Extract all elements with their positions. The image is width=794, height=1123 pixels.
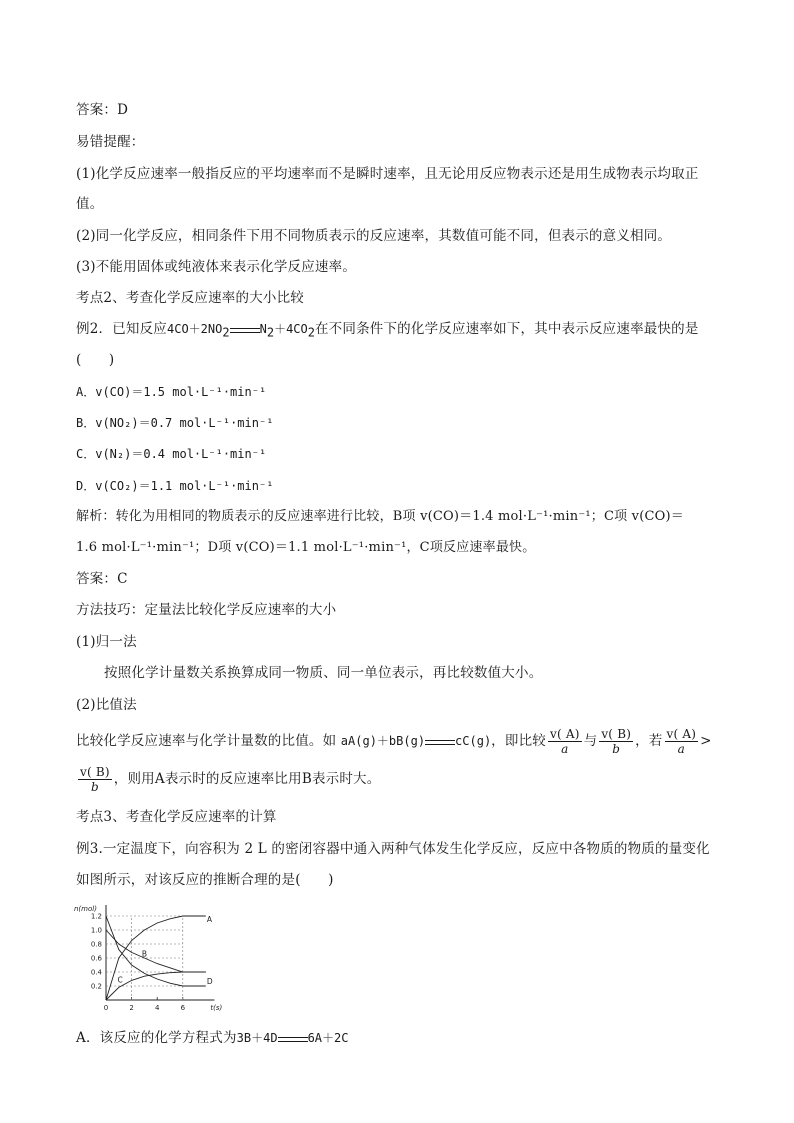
series-label-D: D <box>206 977 213 986</box>
method-1-text: 按照化学计量数关系换算成同一物质、同一单位表示，再比较数值大小。 <box>104 665 543 681</box>
tip-3: (3)不能用固体或纯液体来表示化学反应速率。 <box>76 259 357 275</box>
tip-1-line-2: 值。 <box>76 196 104 212</box>
method-2-title: (2)比值法 <box>76 697 137 713</box>
method-title: 方法技巧：定量法比较化学反应速率的大小 <box>76 602 337 618</box>
series-label-B: B <box>141 949 147 959</box>
section-title-kp2: 考点2、考查化学反应速率的大小比较 <box>76 290 304 306</box>
x-tick-label: 0 <box>103 1004 109 1012</box>
mole-time-chart <box>72 902 232 1014</box>
option-c-species: v(N₂) <box>95 447 132 461</box>
x-tick-label: 2 <box>129 1004 134 1012</box>
ex2-prefix: 例2．已知反应 <box>76 321 167 337</box>
ex2-analysis-line-1: 解析：转化为用相同的物质表示的反应速率进行比较，B项 v(CO)＝1.4 mol·L⁻¹·min⁻¹；C项 v(CO)＝ <box>76 509 684 524</box>
fraction-vA-over-a: $\frac{v( A)}{a}$ <box>549 727 580 756</box>
example-2-question: 例2．已知反应$4CO+2NO_2$ $N_2+4CO_2$在不同条件下的化学反应速率如下，其中表示反应速率最快的是 <box>76 321 699 340</box>
option-a: A．v(CO)＝1.5 mol·L⁻¹·min⁻¹ <box>76 385 267 399</box>
ex2-analysis-line-2: 1.6 mol·L⁻¹·min⁻¹；D项 v(CO)＝1.1 mol·L⁻¹·min⁻¹，C项反应速率最快。 <box>76 540 536 555</box>
equilibrium-arrow <box>230 324 260 336</box>
equilibrium-arrow <box>425 736 455 748</box>
method-1-title: (1)归一法 <box>76 634 137 650</box>
x-tick-label: 4 <box>154 1004 160 1012</box>
y-tick-label: 0.6 <box>90 954 102 963</box>
option-b-species: v(NO₂) <box>95 416 139 430</box>
example-3-line-1: 例3.一定温度下，向容积为 2 L 的密闭容器中通入两种气体发生化学反应，反应中各物质的物质的量变化 <box>76 841 710 857</box>
y-tick-label: 1.0 <box>90 926 102 935</box>
x-tick-label: 6 <box>180 1004 186 1012</box>
optA-lhs: 3B＋4D <box>236 1031 278 1045</box>
series-label-A: A <box>206 915 212 924</box>
ex2-lhs: 4CO＋2NO <box>167 322 223 336</box>
ex2-suffix: 在不同条件下的化学反应速率如下，其中表示反应速率最快的是 <box>314 321 699 337</box>
option-a-species: v(CO) <box>95 385 132 399</box>
series-label-C: C <box>117 975 123 985</box>
section-title-kp3: 考点3、考查化学反应速率的计算 <box>76 809 277 825</box>
tip-2: (2)同一化学反应，相同条件下用不同物质表示的反应速率，其数值可能不同，但表示的意义相同。 <box>76 228 672 244</box>
option-c: C．v(N₂)＝0.4 mol·L⁻¹·min⁻¹ <box>76 447 267 461</box>
tips-title: 易错提醒： <box>76 134 145 150</box>
greater-than: > <box>700 733 712 749</box>
fraction-vB-over-b-2: $\frac{v( B)}{b}$ <box>80 765 110 794</box>
optA-rhs: 6A＋2C <box>307 1031 349 1045</box>
y-axis-label: n(mol) <box>74 905 97 913</box>
y-tick-label: 1.2 <box>90 912 102 921</box>
m2-rhs: cC(g) <box>455 734 492 748</box>
answer-line: 答案：D <box>76 102 129 118</box>
fraction-vB-over-b: $\frac{v( B)}{b}$ <box>601 727 632 756</box>
option-b: B．v(NO₂)＝0.7 mol·L⁻¹·min⁻¹ <box>76 416 274 430</box>
option-d: D．v(CO₂)＝1.1 mol·L⁻¹·min⁻¹ <box>76 479 274 493</box>
equilibrium-arrow <box>278 1033 308 1045</box>
y-tick-label: 0.4 <box>90 968 102 977</box>
series-line-B <box>106 930 206 972</box>
method-2-line-2: $\frac{v( B)}{b}$ ，则用A表示时的反应速率比用B表示时大。 <box>80 765 381 794</box>
example-3-line-2: 如图所示，对该反应的推断合理的是( ) <box>76 872 334 888</box>
fraction-vA-over-a-2: $\frac{v( A)}{a}$ <box>666 727 697 756</box>
m2-lhs: aA(g)＋bB(g) <box>340 734 426 748</box>
method-2-line-1: 比较化学反应速率与化学计量数的比值。如 aA(g)＋bB(g) cC(g)，即比较 $\frac{v( A)}{a}$ 与 $\frac{v( B)}{b}$ ，若 $\frac{v( A)}{a}$ > <box>76 727 712 756</box>
option-d-species: v(CO₂) <box>95 479 139 493</box>
ex2-rhs2: ＋4CO <box>274 322 308 336</box>
ex2-rhs: N <box>259 322 267 336</box>
y-tick-label: 0.8 <box>90 940 102 949</box>
ex2-paren: ( ) <box>76 352 115 368</box>
x-axis-label: t(s) <box>210 1004 223 1012</box>
ex2-answer: 答案：C <box>76 571 128 587</box>
y-tick-label: 0.2 <box>90 982 102 991</box>
tip-1-line-1: (1)化学反应速率一般指反应的平均速率而不是瞬时速率，且无论用反应物表示还是用生成物表示均取正 <box>76 166 699 182</box>
option-a-ex3: A．该反应的化学方程式为3B＋4D 6A＋2C <box>76 1030 349 1046</box>
